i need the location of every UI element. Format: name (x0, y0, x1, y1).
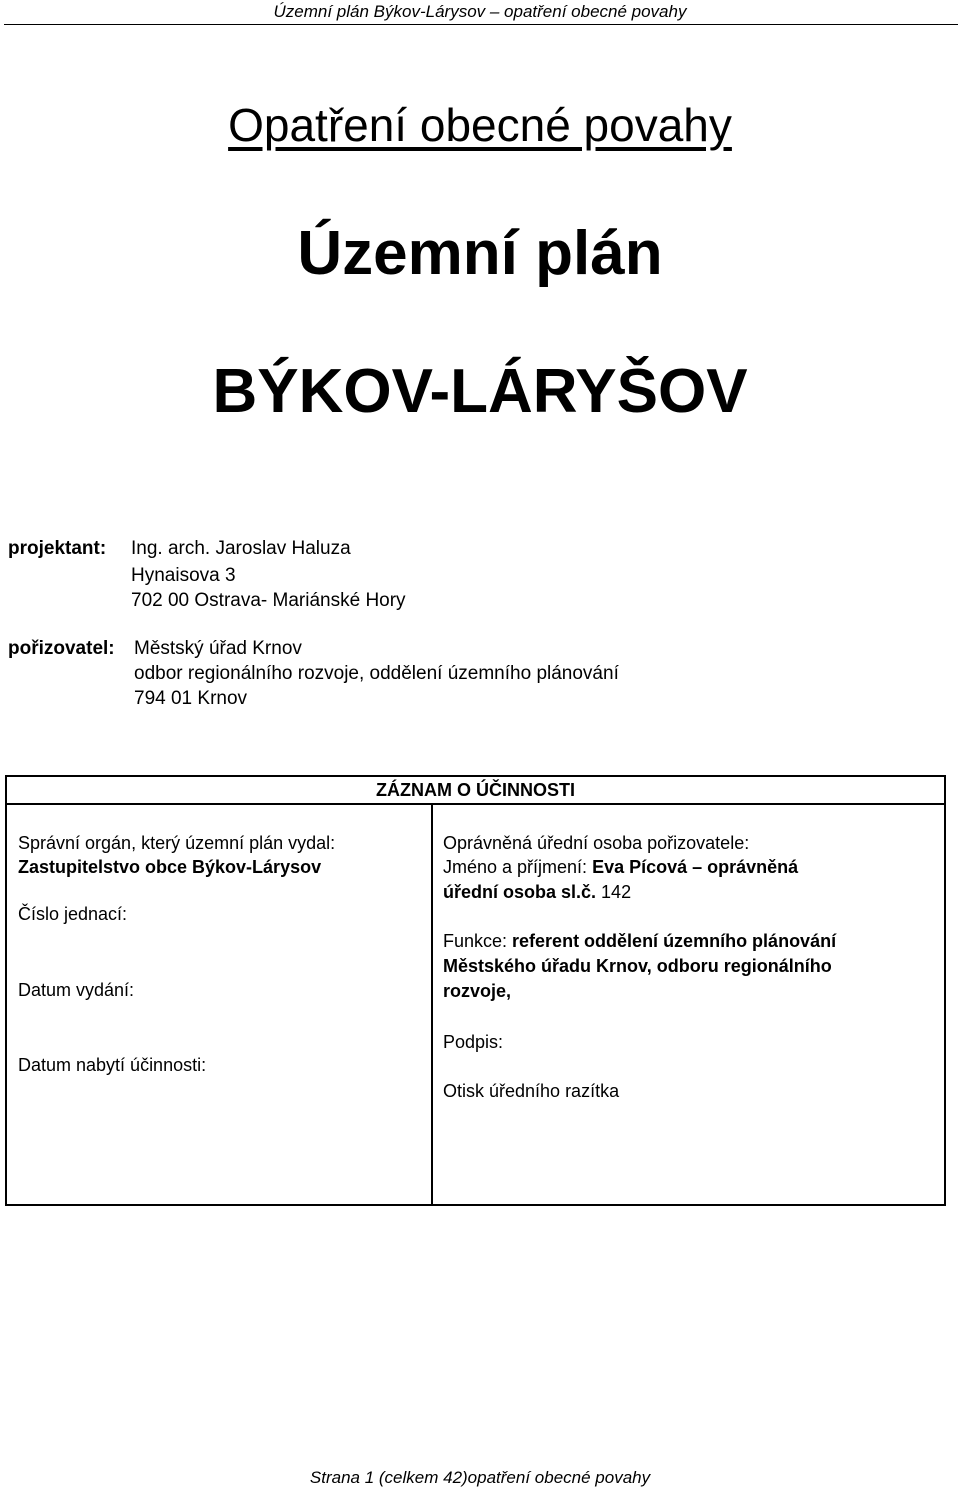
zaznam-o-ucinnosti-table (5, 775, 946, 1206)
porizovatel-department: odbor regionálního rozvoje, oddělení územního plánování (134, 663, 619, 684)
jmeno-prijmeni-label: Jméno a příjmení: (443, 857, 593, 877)
funkce-label: Funkce: (443, 931, 513, 951)
projektant-label: projektant: (8, 538, 107, 559)
projektant-street: Hynaisova 3 (131, 565, 236, 586)
porizovatel-city: 794 01 Krnov (134, 688, 248, 709)
funkce-value-line-3: rozvoje, (443, 981, 512, 1001)
document-title-line-1: Územní plán (297, 219, 663, 288)
otisk-razitka-label: Otisk úředního razítka (443, 1081, 620, 1101)
jmeno-prijmeni-value: Eva Pícová – oprávněná (592, 857, 799, 877)
header-rule (4, 24, 958, 25)
funkce-value: referent oddělení územního plánování (512, 931, 837, 951)
cislo-jednaci-label: Číslo jednací: (18, 904, 128, 924)
spravni-organ-label: Správní orgán, který územní plán vydal: (18, 833, 336, 853)
datum-vydani-label: Datum vydání: (18, 980, 135, 1000)
datum-nabyti-ucinnosti-label: Datum nabytí účinnosti: (18, 1055, 207, 1075)
zaznam-heading: ZÁZNAM O ÚČINNOSTI (7, 777, 944, 805)
porizovatel-name: Městský úřad Krnov (134, 638, 302, 659)
table-column-divider (431, 805, 433, 1204)
projektant-city: 702 00 Ostrava- Mariánské Hory (131, 590, 406, 611)
podpis-label: Podpis: (443, 1032, 504, 1052)
document-type-heading: Opatření obecné povahy (228, 99, 732, 151)
spravni-organ-value: Zastupitelstvo obce Býkov-Lárysov (18, 857, 322, 877)
document-title-line-2: BÝKOV-LÁRYŠOV (212, 357, 748, 426)
jmeno-prijmeni-value-cont: úřední osoba sl.č. (443, 882, 597, 902)
running-header: Územní plán Býkov-Lárysov – opatření obecné povahy (273, 2, 687, 21)
funkce-line (443, 931, 836, 952)
jmeno-prijmeni-line-2 (443, 882, 631, 903)
sluzebni-cislo: 142 (596, 882, 632, 902)
jmeno-prijmeni-line (443, 857, 798, 878)
porizovatel-label: pořizovatel: (8, 638, 115, 659)
opravnena-osoba-label: Oprávněná úřední osoba pořizovatele: (443, 833, 750, 853)
projektant-name: Ing. arch. Jaroslav Haluza (131, 538, 351, 559)
funkce-value-line-2: Městského úřadu Krnov, odboru regionálního (443, 956, 832, 976)
page-footer: Strana 1 (celkem 42)opatření obecné povahy (309, 1468, 651, 1487)
